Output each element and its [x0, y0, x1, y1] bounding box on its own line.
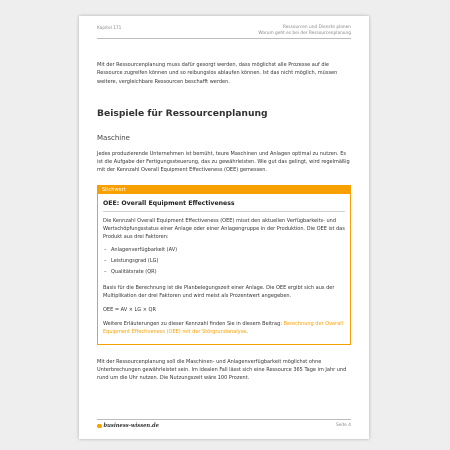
subsection-heading: Maschine [97, 133, 130, 142]
info-box-label: Stichwort [98, 186, 350, 194]
dash-bullet: – [104, 268, 107, 275]
info-box-text-1: Die Kennzahl Overall Equipment Effectiveness (OEE) misst den aktuellen Verfügbarkeits- und Wertschöpfungsstatus einer Anlage oder einer Anlagengruppe in der Produktion. Die OEE ist das Produkt aus drei Faktoren: [103, 217, 345, 241]
article-link[interactable]: Berechnung der Overall Equipment Effectiveness (OEE) mit der Störgrundanalyse [103, 321, 344, 336]
closing-paragraph: Mit der Ressourcenplanung soll die Maschinen- und Anlagenverfügbarkeit möglichst ohne Unterbrechungen gewährleistet sein. Im idealen Fall lässt sich eine Ressource 365 Tage im Jahr und rund um die Uhr nutzen. Die Nutzungszeit wäre 100 Prozent. [97, 358, 347, 382]
dash-bullet: – [104, 247, 107, 254]
document-page [79, 16, 369, 439]
logo-dot-icon [97, 424, 102, 429]
info-box-text-3: Weitere Erläuterungen zu dieser Kennzahl finden Sie in diesem Beitrag: Berechnung der Overall Equipment Effectiveness (OEE) mit der Störgrundanalyse. [103, 321, 344, 336]
intro-paragraph: Mit der Ressourcenplanung muss dafür gesorgt werden, dass möglichst alle Prozesse auf die Ressource zugreifen können und so reibungslos ablaufen können. Ist das nicht möglich, müssen weitere, vergleichbare Ressourcen beschafft werden. [97, 62, 338, 85]
factor-list [103, 245, 345, 277]
info-box-text-2: Basis für die Berechnung ist die Planbelegungszeit einer Anlage. Die OEE ergibt sich aus der Multiplikation der drei Faktoren und wird meist als Prozentwert angegeben. [103, 284, 335, 299]
page-content [97, 61, 351, 382]
formula: OEE = AV × LG × QR [103, 306, 156, 313]
info-box-body [98, 194, 350, 344]
dash-bullet: – [104, 258, 107, 265]
list-item: – Anlagenverfügbarkeit (AV) [103, 245, 345, 256]
running-header [258, 25, 351, 36]
info-box-title: OEE: Overall Equipment Effectiveness [103, 200, 345, 212]
site-logo: business-wissen.de [97, 423, 159, 429]
header-divider [97, 38, 351, 39]
info-box [97, 185, 351, 345]
list-item: – Leistungsgrad (LG) [103, 256, 345, 267]
list-item: – Qualitätsrate (QR) [103, 267, 345, 278]
machine-paragraph: Jedes produzierende Unternehmen ist bemüht, teure Maschinen und Anlagen optimal zu nutzen. Es ist die Aufgabe der Fertigungssteuerung, das zu gewährleisten. Wie gut das gelingt, wird regelmäßig mit der Kennzahl Overall Equipment Effectiveness (OEE) gemessen. [97, 150, 350, 174]
running-header-line2: Warum geht es bei der Ressourcenplanung [258, 30, 351, 36]
running-header-line1: Ressourcen und Dienste planen [282, 25, 351, 30]
section-heading: Beispiele für Ressourcenplanung [97, 107, 268, 119]
chapter-label: Kapitel 171 [97, 26, 122, 31]
page-number: Seite 4 [336, 423, 351, 428]
footer-divider [97, 419, 351, 420]
